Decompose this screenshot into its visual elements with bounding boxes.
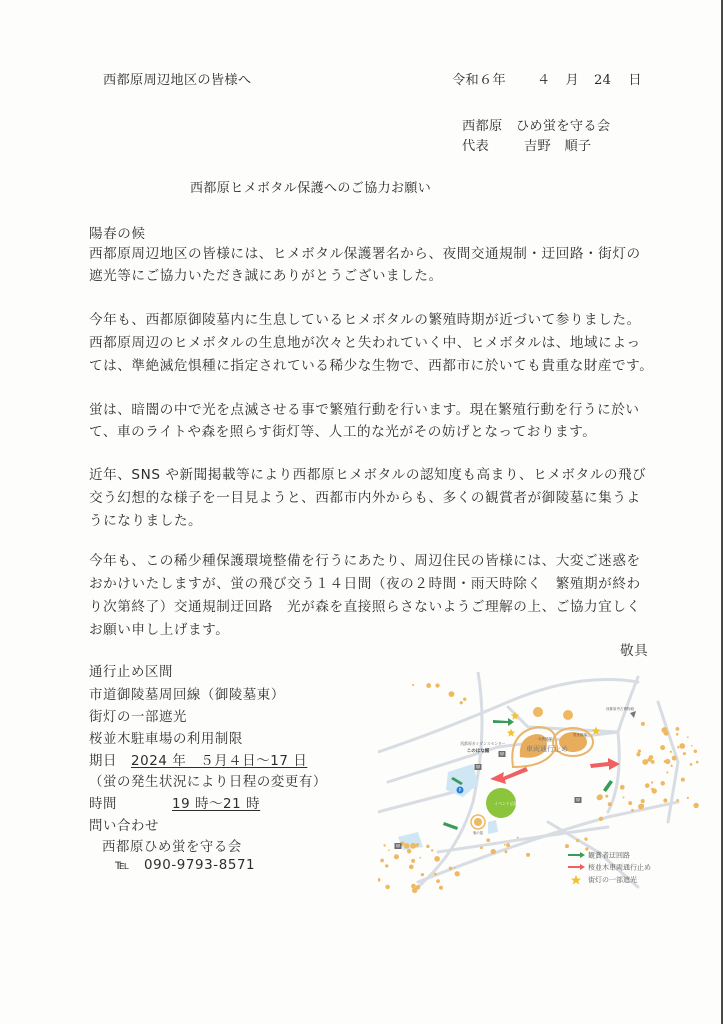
map-dot — [421, 873, 424, 876]
map-dot — [435, 683, 439, 687]
map-dot — [491, 849, 496, 854]
paragraph-5-line-4: お願い申し上げます。 — [89, 622, 230, 638]
map-dot — [394, 854, 399, 859]
map-dot — [407, 849, 411, 853]
map-dot — [526, 853, 530, 857]
sender-org: 西都原 ひめ蛍を守る会 — [462, 119, 611, 134]
closing: 敬具 — [620, 643, 649, 659]
map-dot — [620, 785, 625, 790]
date-day-unit: 日 — [628, 73, 642, 88]
map-dot — [486, 838, 490, 842]
map-dot — [670, 765, 672, 767]
date-era: 令和６年 — [452, 73, 506, 88]
map-dot — [631, 809, 634, 812]
map-dot — [460, 701, 463, 704]
map-dot — [676, 799, 679, 802]
map-dot — [640, 805, 643, 808]
map-dot — [404, 843, 409, 848]
map-dot — [664, 760, 667, 763]
map-dot — [660, 745, 665, 750]
map-dot — [576, 839, 579, 842]
map-dot — [454, 867, 456, 869]
map-dot — [584, 837, 587, 840]
map-dot — [651, 781, 653, 783]
map-dot — [687, 797, 689, 799]
map-dot — [411, 884, 416, 889]
map-dot — [638, 750, 641, 753]
time-label: 時間 — [89, 797, 117, 812]
guidance-center-name: このはな館 — [466, 749, 490, 754]
map-dot — [585, 847, 588, 850]
map-dot — [431, 849, 433, 851]
map-dot — [690, 763, 693, 766]
paragraph-2-line-3: ては、準絶滅危惧種に指定されている稀少な生物で、西都市に於いても貴重な財産です。 — [89, 358, 654, 374]
paragraph-5-line-2: おかけいたしますが、蛍の飛び交う１４日間（夜の２時間・雨天時除く 繁殖期が終わ — [89, 576, 641, 592]
map-dot — [691, 745, 693, 747]
map-dot — [426, 683, 431, 688]
map-dot — [383, 844, 385, 846]
paragraph-1-line-1: 西都原周辺地区の皆様には、ヒメボタル保護署名から、夜間交通規制・迂回路・街灯の — [89, 246, 641, 262]
map-dot — [664, 731, 669, 736]
parking-icon-label: P — [458, 787, 462, 793]
sender-name: 吉野 順子 — [523, 139, 592, 154]
map-dot — [672, 756, 677, 761]
map-dot — [419, 857, 421, 859]
map-dot — [411, 859, 415, 863]
date-day: 24 — [593, 73, 612, 88]
red-arrows — [490, 758, 620, 784]
map-dot — [385, 885, 390, 890]
closure-heading: 通行止め区間 — [89, 665, 173, 680]
map-dot — [439, 886, 443, 890]
guidance-center-label: 西都原ガイダンスセンター — [460, 741, 506, 746]
map-dot — [608, 802, 612, 806]
map-dot — [434, 873, 437, 876]
streetlight-note: 街灯の一部遮光 — [89, 710, 187, 725]
map-dot — [410, 843, 416, 849]
museum-icon — [630, 711, 636, 718]
map-dot — [694, 749, 698, 753]
map-dot — [676, 733, 679, 736]
map-dot — [506, 843, 510, 847]
legend-closure: 桜並木車両通行止め — [588, 863, 651, 872]
map-dot — [385, 864, 388, 867]
paragraph-1-line-2: 遮光等にご協力いただき誠にありがとうございました。 — [89, 268, 443, 284]
contact-heading: 問い合わせ — [89, 819, 159, 834]
map-dot — [641, 799, 645, 803]
scan-edge — [721, 0, 723, 1024]
map-dot — [636, 752, 640, 756]
paragraph-2-line-1: 今年も、西都原御陵墓内に生息しているヒメボタルの繁殖時期が近づいて参りました。 — [89, 312, 641, 328]
period-value: 2024 年 ５月４日～17 日 — [130, 754, 308, 769]
map-dot — [480, 846, 483, 849]
map-dot — [436, 879, 440, 883]
time-value: 19 時～21 時 — [171, 797, 261, 812]
event-plaza-label: イベント広場 — [494, 801, 518, 806]
map-water — [398, 764, 498, 850]
closure-label: 車両通行止め — [526, 745, 568, 753]
map-dot — [681, 778, 685, 782]
map-dot — [663, 798, 667, 802]
map-legend — [568, 851, 651, 885]
date-month: ４ — [536, 73, 551, 88]
map-dot — [409, 865, 414, 870]
period — [89, 750, 307, 769]
map-dot — [677, 746, 679, 748]
legend-detour: 観賞者迂回路 — [588, 851, 630, 860]
map-dot — [696, 761, 699, 764]
pond-mound-label: 鬼の窟 — [472, 831, 484, 835]
map-dot — [652, 788, 657, 793]
map-dot — [412, 684, 414, 686]
paragraph-2-line-2: 西都原周辺のヒメボタルの生息地が次々と失われていく中、ヒメボタルは、地域によっ — [89, 335, 641, 351]
map-dot — [693, 803, 698, 808]
document-title: 西都原ヒメボタル保護へのご協力お願い — [190, 181, 432, 196]
map-dot — [426, 845, 429, 848]
paragraph-4-line-3: うになりました。 — [89, 513, 203, 529]
tel-icon: ℡ — [115, 858, 130, 873]
green-arrow-icon — [568, 852, 585, 858]
map-dot — [666, 771, 668, 773]
contact-org: 西都原ひめ蛍を守る会 — [102, 840, 242, 855]
map-dot — [642, 759, 648, 765]
map-dot — [683, 752, 686, 755]
addressee: 西都原周辺地区の皆様へ — [103, 73, 252, 88]
time — [89, 793, 260, 812]
area-map — [378, 672, 702, 900]
sender-rep — [462, 135, 591, 154]
map-dot — [456, 874, 458, 876]
paragraph-3-line-1: 蛍は、暗闇の中で光を点滅させる事で繁殖行動を行います。現在繁殖行動を行うに於い — [89, 402, 640, 418]
map-dot — [565, 844, 569, 848]
sender-title: 代表 — [462, 139, 489, 154]
map-dot — [449, 867, 452, 870]
map-dot — [679, 743, 685, 749]
star-icon — [507, 729, 516, 737]
paragraph-4-line-1: 近年、SNS や新聞掲載等により西都原ヒメボタルの認知度も高まり、ヒメボタルの飛び — [89, 467, 647, 483]
museum-label: 西都原考古博物館 — [606, 707, 634, 711]
map-dot — [378, 878, 380, 882]
mound-female-label: 女狭穂塚 — [538, 737, 552, 741]
date — [452, 69, 642, 88]
closure-route: 市道御陵墓周回線（御陵墓東） — [89, 688, 285, 703]
map-dot — [597, 794, 603, 800]
period-label: 期日 — [89, 754, 117, 769]
map-dot — [434, 856, 440, 862]
map-dot — [449, 691, 455, 697]
parking-note: 桜並木駐車場の利用制限 — [89, 732, 243, 747]
map-dot — [388, 849, 390, 851]
period-note: （蛍の発生状況により日程の変更有） — [89, 775, 327, 790]
map-dot — [599, 817, 603, 821]
map-dot — [641, 722, 645, 726]
map-dot — [463, 698, 466, 701]
map-dot — [517, 837, 519, 839]
toilet-icon-label: W — [476, 764, 480, 770]
map-dot — [605, 795, 608, 798]
toilet-icon-label: W — [500, 751, 504, 757]
map-dot — [687, 736, 689, 738]
map-dot — [623, 796, 625, 798]
map-dot — [676, 727, 680, 731]
map-dot — [649, 755, 654, 760]
red-arrow-icon — [568, 864, 585, 870]
map-dot — [645, 783, 650, 788]
map-dot — [380, 859, 384, 863]
paragraph-5-line-3: り次第終了）交通規制迂回路 光が森を直接照らさないようご理解の上、ご協力宜しく — [89, 599, 641, 615]
map-dot — [412, 888, 417, 893]
paragraph-5-line-1: 今年も、この稀少種保護環境整備を行うにあたり、周辺住民の皆様には、大変ご迷惑を — [89, 553, 641, 569]
star-icon — [571, 875, 581, 885]
toilet-icon-label: W — [576, 797, 580, 803]
map-dot — [504, 844, 506, 846]
paragraph-4-line-2: 交う幻想的な様子を一目見ようと、西都市内外からも、多くの観賞者が御陵墓に集うよ — [89, 490, 641, 506]
contact-tel — [115, 858, 255, 873]
toilet-icon-label: W — [396, 843, 400, 849]
mound-male-label: 男狭穂塚 — [573, 733, 587, 737]
paragraph-3-line-2: て、車のライトや森を照らす街灯等、人工的な光がその妨げとなっております。 — [89, 424, 597, 440]
map-dot — [670, 751, 672, 753]
greeting: 陽春の候 — [89, 226, 146, 242]
map-dot — [651, 760, 655, 764]
map-dot — [661, 781, 665, 785]
tel-value: 090-9793-8571 — [144, 858, 256, 873]
date-month-unit: 月 — [565, 73, 579, 88]
legend-streetlight: 街灯の一部遮光 — [588, 876, 637, 884]
map-dot — [628, 801, 632, 805]
map-dot — [504, 850, 507, 853]
